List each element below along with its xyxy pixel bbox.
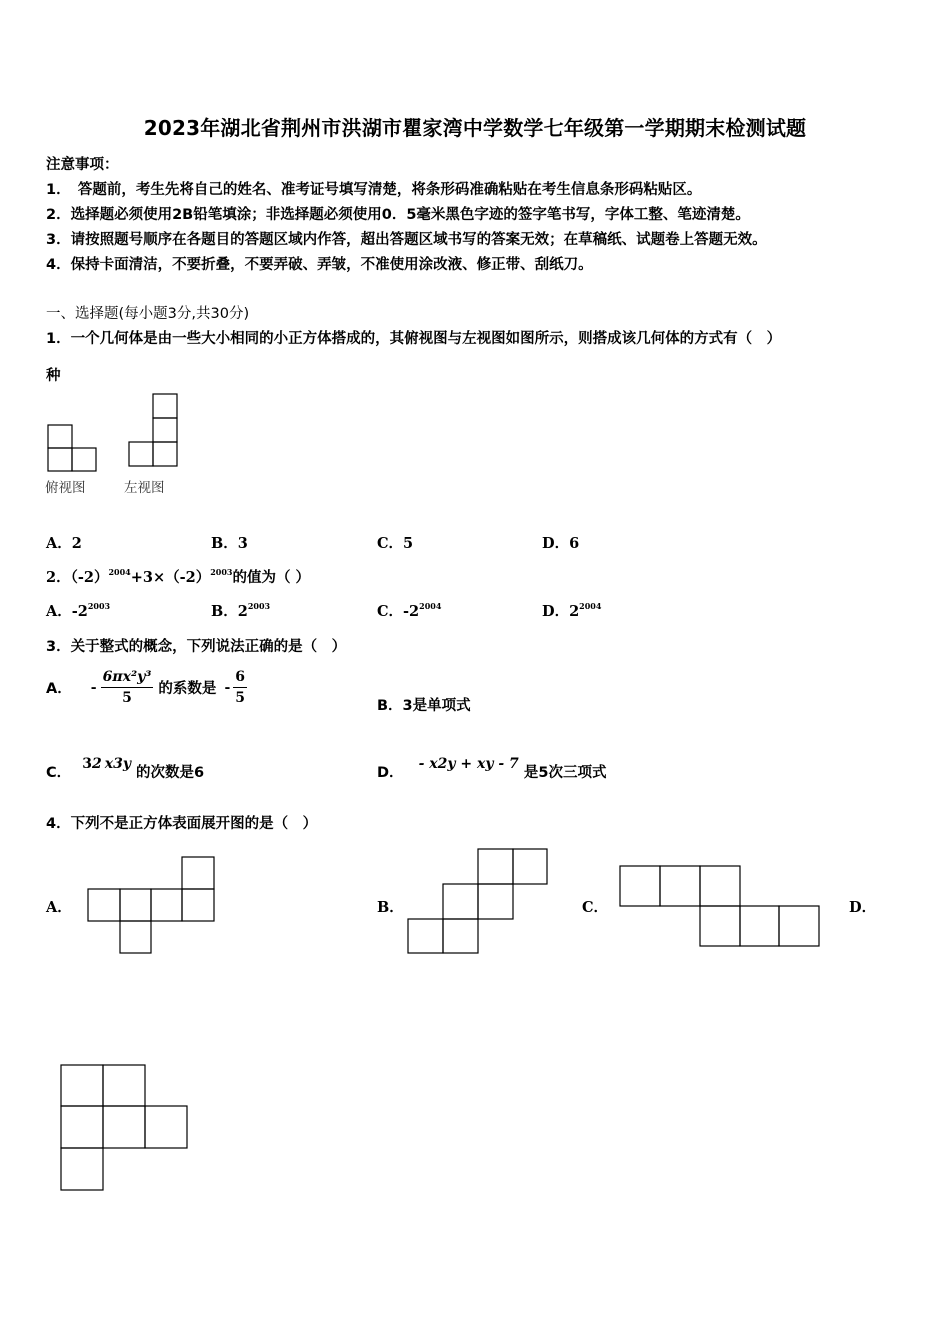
net-d-cell [61,1106,103,1148]
page-title: 2023年湖北省荆州市洪湖市瞿家湾中学数学七年级第一学期期末检测试题 [143,116,807,140]
left-view-cell [129,442,153,466]
q3-c-x: x [104,756,114,772]
q1-option-d[interactable]: D．6 [542,535,580,552]
q1-option-c[interactable]: C．5 [377,535,414,552]
q2-option-b[interactable] [211,600,270,621]
top-view-caption: 俯视图 [45,480,86,496]
q3-a-minus-2: - [224,679,231,696]
q3-option-a[interactable] [46,669,247,706]
q3-a-numerator-2: 6 [233,669,247,688]
notes-heading: 注意事项： [46,157,119,173]
question-4-text: 4．下列不是正方体表面展开图的是（ ） [46,816,318,832]
q3-d-text: 是5次三项式 [523,765,607,781]
net-d-cell [61,1148,103,1190]
q4-option-d[interactable]: D． [849,899,877,916]
q3-option-b[interactable]: B．3是单项式 [377,698,471,714]
q2-option-c-exp: 2004 [419,601,442,611]
q3-c-base: 3 [82,756,92,772]
net-a-cell [88,889,120,921]
q2-part-1: 2．（-2） [46,569,109,586]
q2-part-2: +3×（-2） [130,569,211,586]
q3-c-exp-2: 3 [113,756,123,772]
net-b-cell [513,849,547,884]
q3-d-expr-post: y + xy - 7 [447,756,519,772]
net-b-cell [443,884,478,919]
net-figure-a [87,856,217,956]
net-b-cell [443,919,478,953]
question-1-text-cont: 种 [46,368,61,384]
net-d-cell [103,1106,145,1148]
q3-d-expr-pre: - x [418,756,438,772]
top-view-cell [48,425,72,448]
q2-option-a-label: A．-2 [46,603,88,620]
net-c-cell [779,906,819,946]
q3-option-c[interactable] [46,756,204,782]
top-view-cell [72,448,96,471]
net-c-cell [700,866,740,906]
section-heading: 一、选择题(每小题3分,共30分) [46,306,250,322]
q3-a-numerator: 6πx²y³ [101,669,154,688]
q4-option-b[interactable]: B． [377,899,404,916]
top-view-figure [46,424,98,474]
note-item-3: 3．请按照题号顺序在各题目的答题区域内作答，超出答题区域书写的答案无效；在草稿纸、试题卷上答题无效。 [46,232,767,248]
question-2-text [46,566,310,587]
q3-c-y: y [122,756,131,772]
q3-d-label: D． [377,765,404,781]
net-b-cell [478,884,513,919]
net-b-cell [408,919,443,953]
q4-option-c[interactable]: C． [582,899,609,916]
note-item-2: 2．选择题必须使用2B铅笔填涂；非选择题必须使用0．5毫米黑色字迹的签字笔书写，字体工整、笔迹清楚。 [46,207,750,223]
q3-a-denominator: 5 [122,690,132,706]
q2-option-b-label: B．2 [211,603,248,620]
left-view-cell [153,442,177,466]
left-view-cell [153,394,177,418]
q2-option-d-label: D．2 [542,603,580,620]
net-d-cell [61,1065,103,1106]
net-a-cell [120,921,151,953]
net-a-cell [182,857,214,889]
question-3-text: 3．关于整式的概念，下列说法正确的是（ ） [46,639,347,655]
q3-a-label: A． [46,681,72,697]
note-item-4: 4．保持卡面清洁，不要折叠，不要弄破、弄皱，不准使用涂改液、修正带、刮纸刀。 [46,257,593,273]
net-b-cell [478,849,513,884]
left-view-figure [128,393,180,471]
q3-a-denominator-2: 5 [235,690,246,706]
net-c-cell [620,866,660,906]
q3-c-exp-1: 2 [91,756,102,772]
net-c-cell [740,906,779,946]
q3-a-fraction [101,669,154,706]
q1-option-b[interactable]: B．3 [211,535,248,552]
q3-d-exp: 2 [437,756,448,772]
q2-part-3: 的值为（ ） [232,569,311,586]
q3-a-minus: - [90,679,97,696]
q3-a-middle-text: 的系数是 [158,681,217,697]
q4-option-a[interactable]: A． [46,899,72,916]
q2-option-c[interactable] [377,600,441,621]
q2-option-c-label: C．-2 [377,603,420,620]
net-c-cell [700,906,740,946]
q2-option-a-exp: 2003 [87,601,111,611]
top-view-cell [48,448,72,471]
q3-c-label: C． [46,765,72,781]
note-item-1: 1． 答题前，考生先将自己的姓名、准考证号填写清楚，将条形码准确粘贴在考生信息条形码粘贴区。 [46,182,702,198]
q3-a-fraction-2 [233,669,247,706]
net-figure-c [619,865,824,951]
q2-option-d-exp: 2004 [579,601,602,611]
q3-c-text: 的次数是6 [136,765,205,781]
question-1-text: 1．一个几何体是由一些大小相同的小正方体搭成的，其俯视图与左视图如图所示，则搭成该几何体的方式有（ ） [46,331,782,347]
q2-option-d[interactable] [542,600,601,621]
q1-option-a[interactable]: A．2 [46,535,82,552]
q2-option-b-exp: 2003 [247,601,271,611]
net-a-cell [182,889,214,921]
q2-option-a[interactable] [46,600,110,621]
net-c-cell [660,866,700,906]
left-view-caption: 左视图 [124,480,165,496]
left-view-cell [153,418,177,442]
net-d-cell [103,1065,145,1106]
q2-exp-1: 2004 [108,567,131,577]
net-figure-b [407,848,552,956]
q2-exp-2: 2003 [210,567,233,577]
q3-option-d[interactable] [377,756,606,782]
net-a-cell [151,889,182,921]
net-d-cell [145,1106,187,1148]
net-a-cell [120,889,151,921]
net-figure-d [59,1063,191,1193]
